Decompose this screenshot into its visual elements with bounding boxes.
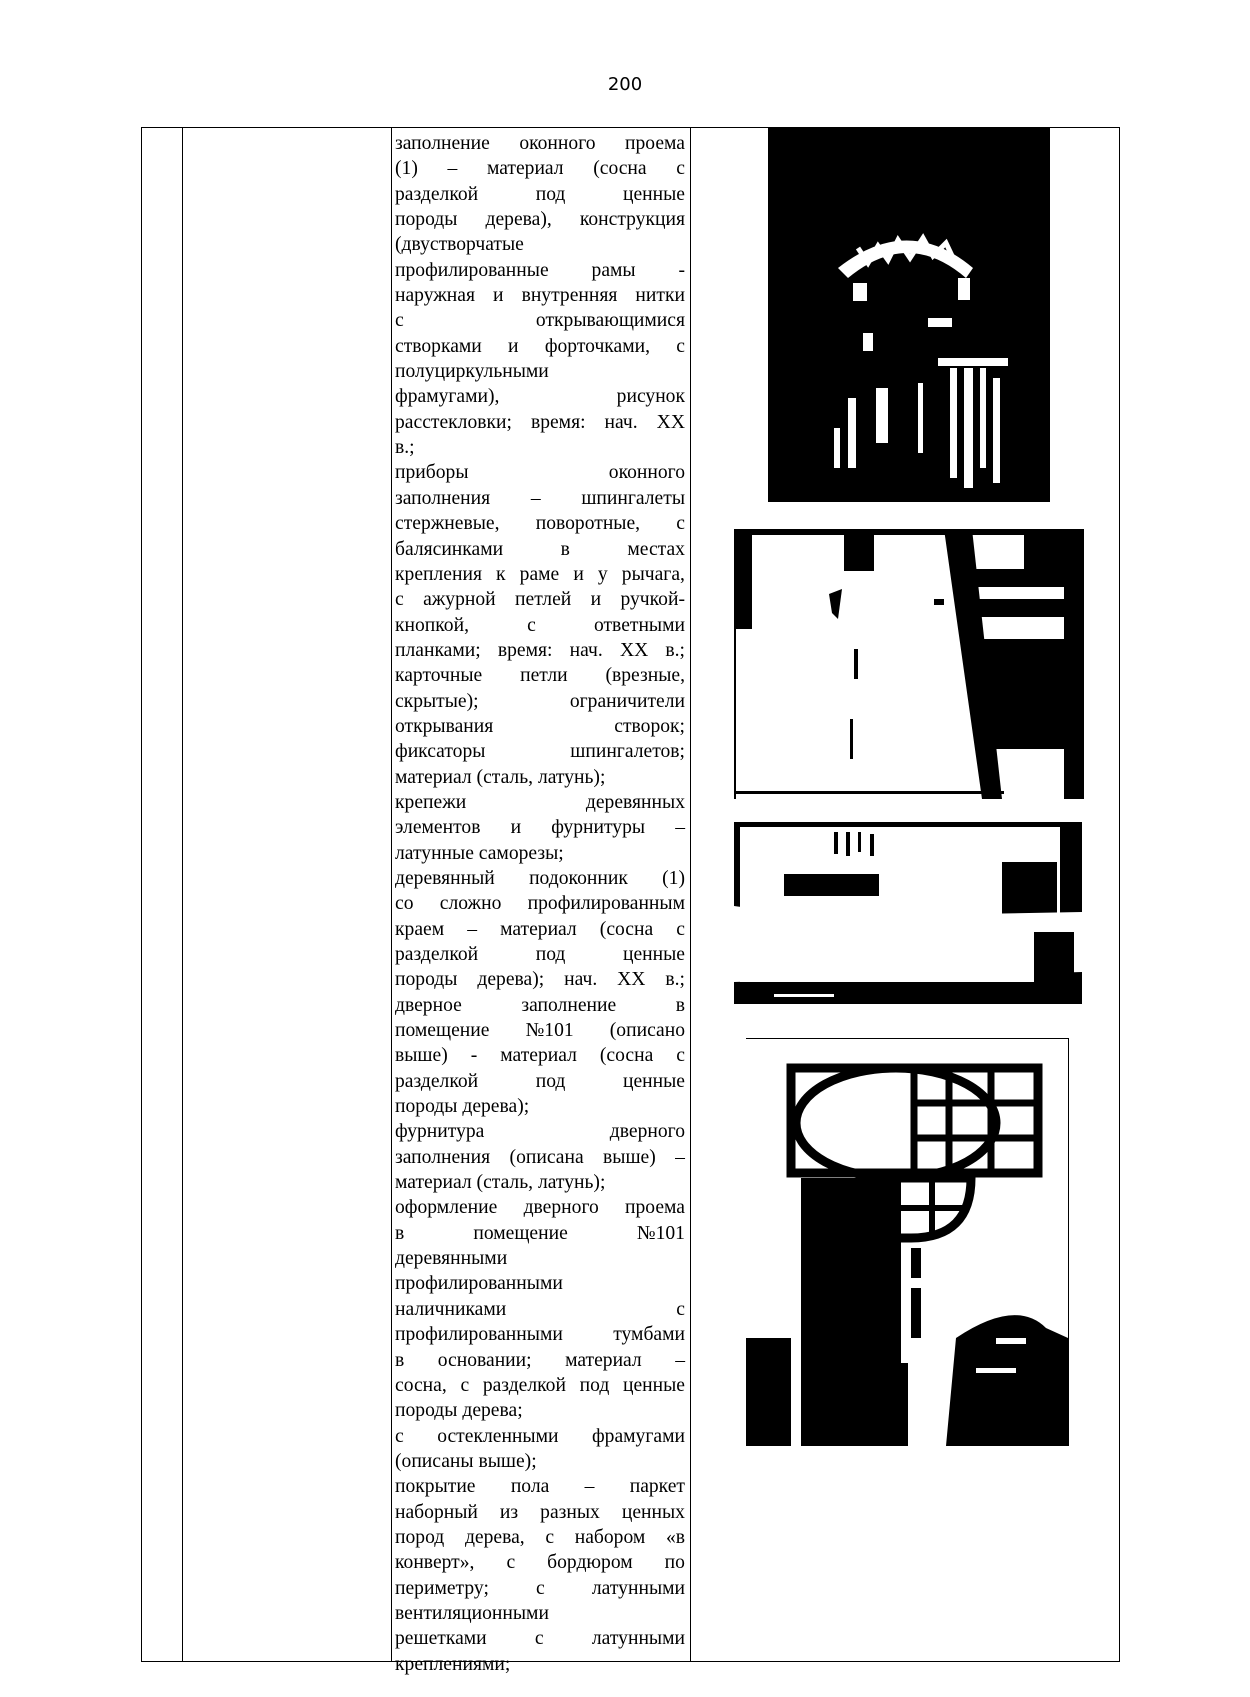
- door-transom-photo: [746, 1038, 1068, 1446]
- document-table: [141, 127, 1120, 1675]
- description-line: разделкой под ценные: [395, 1070, 685, 1092]
- description-line: в помещение №101: [395, 1222, 685, 1244]
- description-line: выше) - материал (сосна с: [395, 1045, 685, 1067]
- description-line: оформление дверного проема: [395, 1197, 685, 1219]
- description-line: заполнения – шпингалеты: [395, 487, 685, 509]
- description-line: открывания створок;: [395, 715, 685, 737]
- description-line: стержневые, поворотные, с: [395, 513, 685, 535]
- description-line: породы дерева); нач. XX в.;: [395, 969, 685, 991]
- description-line: материал (сталь, латунь);: [395, 766, 606, 788]
- description-line: (описаны выше);: [395, 1450, 537, 1472]
- description-line: породы дерева), конструкция: [395, 209, 685, 231]
- column-divider-2: [391, 128, 392, 1661]
- description-line: дверное заполнение в: [395, 994, 685, 1016]
- description-line: краем – материал (сосна с: [395, 918, 685, 940]
- description-line: заполнение оконного проема: [395, 133, 685, 154]
- description-line: профилированные рамы -: [395, 259, 685, 281]
- description-line: фиксаторы шпингалетов;: [395, 741, 685, 763]
- description-line: в.;: [395, 437, 415, 459]
- description-line: элементов и фурнитуры –: [395, 817, 685, 839]
- description-line: расстекловки; время: нач. XX: [395, 411, 685, 433]
- window-photo: [768, 128, 1050, 502]
- windowsill-photo: [734, 822, 1082, 1004]
- description-line: со сложно профилированным: [395, 893, 685, 915]
- description-line: помещение №101 (описано: [395, 1020, 685, 1042]
- description-line: заполнения (описана выше) –: [395, 1146, 685, 1168]
- description-line: деревянными: [395, 1248, 508, 1270]
- description-line: с открывающимися: [395, 310, 685, 332]
- description-line: полуциркульными: [395, 361, 549, 383]
- description-line: сосна, с разделкой под ценные: [395, 1374, 685, 1396]
- description-line: решетками с латунными: [395, 1628, 685, 1650]
- description-line: карточные петли (врезные,: [395, 665, 685, 687]
- description-line: деревянный подоконник (1): [395, 867, 685, 889]
- description-line: креплениями;: [395, 1653, 511, 1675]
- description-line: крепления к раме и у рычага,: [395, 563, 685, 585]
- description-line: планками; время: нач. XX в.;: [395, 639, 685, 661]
- description-line: профилированными: [395, 1273, 563, 1295]
- description-line: конверт», с бордюром по: [395, 1552, 685, 1574]
- description-line: наборный из разных ценных: [395, 1501, 685, 1523]
- description-line: периметру; с латунными: [395, 1577, 685, 1599]
- description-line: вентиляционными: [395, 1602, 549, 1624]
- description-line: в основании; материал –: [395, 1349, 685, 1371]
- description-line: разделкой под ценные: [395, 183, 685, 205]
- description-line: материал (сталь, латунь);: [395, 1172, 606, 1194]
- description-line: кнопкой, с ответными: [395, 614, 685, 636]
- description-line: с остекленными фрамугами: [395, 1425, 685, 1447]
- description-line: фрамугами), рисунок: [395, 386, 685, 408]
- description-line: приборы оконного: [395, 462, 685, 484]
- description-line: с ажурной петлей и ручкой-: [395, 589, 685, 611]
- description-line: наличниками с: [395, 1298, 685, 1320]
- description-line: балясинками в местах: [395, 538, 685, 560]
- column-divider-1: [182, 128, 183, 1661]
- description-line: породы дерева);: [395, 1096, 530, 1118]
- description-text: [395, 131, 685, 1675]
- description-line: (1) – материал (сосна с: [395, 158, 685, 180]
- description-line: наружная и внутренняя нитки: [395, 285, 685, 307]
- description-line: латунные саморезы;: [395, 842, 564, 864]
- description-line: профилированными тумбами: [395, 1324, 685, 1346]
- description-line: крепежи деревянных: [395, 791, 685, 813]
- column-divider-3: [690, 128, 691, 1661]
- page-number: 200: [607, 74, 643, 95]
- description-line: породы дерева;: [395, 1400, 523, 1422]
- description-line: фурнитура дверного: [395, 1121, 685, 1143]
- description-line: разделкой под ценные: [395, 944, 685, 965]
- description-line: пород дерева, с набором «в: [395, 1526, 685, 1548]
- description-line: (двустворчатые: [395, 234, 524, 256]
- description-line: скрытые); ограничители: [395, 690, 685, 712]
- description-line: створками и форточками, с: [395, 335, 685, 357]
- hardware-photo: [734, 529, 1084, 799]
- description-line: покрытие пола – паркет: [395, 1476, 685, 1498]
